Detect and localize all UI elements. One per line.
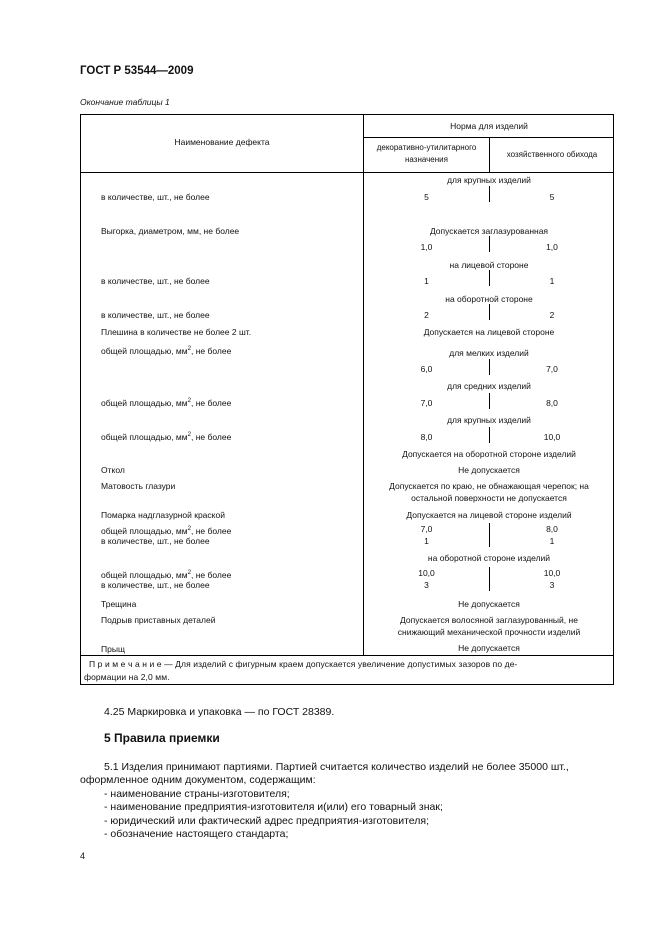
sub-header: на лицевой стороне: [449, 260, 529, 270]
list-item: - юридический или фактический адрес предприятия-изготовителя;: [104, 815, 430, 827]
value-a: 1: [424, 276, 429, 286]
row-label: в количестве, шт., не более: [101, 276, 210, 286]
row-label: общей площадью, $мм^2$, не более: [101, 569, 232, 580]
row-label: Прыщ: [101, 644, 125, 654]
page-number: 4: [80, 851, 86, 861]
table-caption: Окончание таблицы 1: [80, 97, 170, 107]
list-item: - наименование предприятия-изготовителя и(или) его товарный знак;: [104, 801, 443, 813]
paragraph-4-25: 4.25 Маркировка и упаковка — по ГОСТ 28389.: [104, 706, 335, 718]
row-note: Допускается на лицевой стороне: [423, 327, 555, 337]
sub-header: для крупных изделий: [447, 415, 531, 425]
section-heading: 5 Правила приемки: [104, 731, 220, 745]
value-a: 3: [424, 580, 429, 590]
row-label: общей площадью, $мм^2$, не более: [101, 525, 232, 536]
value-b: 2: [549, 310, 555, 320]
row-label: в количестве, шт., не более: [101, 310, 210, 320]
row-label: общей площадью, $мм^2$, не более: [101, 431, 232, 442]
row-label: в количестве, шт., не более: [101, 536, 210, 546]
note-line: [81, 655, 614, 656]
row-value: Допускается волосяной заглазурованный, не: [400, 615, 578, 625]
value-b: 1,0: [546, 242, 558, 252]
row-value-2: остальной поверхности не допускается: [411, 493, 567, 503]
row-label: Откол: [101, 465, 125, 475]
row-label: Подрыв приставных деталей: [101, 615, 216, 625]
sub-header: для крупных изделий: [447, 175, 531, 185]
value-a: 7,0: [420, 524, 433, 534]
row-label: Матовость глазури: [101, 481, 176, 491]
header-norm: Норма для изделий: [450, 121, 528, 131]
table-note-2: формации на 2,0 мм.: [84, 672, 170, 682]
value-b: 10,0: [543, 568, 561, 578]
row-label: в количестве, шт., не более: [101, 192, 210, 202]
value-b: 8,0: [546, 524, 558, 534]
row-label: в количестве, шт., не более: [101, 580, 210, 590]
value-a: 8,0: [420, 432, 433, 442]
row-label: Выгорка, диаметром, мм, не более: [101, 226, 240, 236]
row-label: Плешина в количестве не более 2 шт.: [101, 327, 252, 337]
sub-header: для средних изделий: [447, 381, 531, 391]
header-decorative-2: назначения: [405, 155, 448, 164]
header-bottom-line: [81, 172, 614, 173]
row-label: Помарка надглазурной краской: [101, 510, 225, 520]
value-b: 7,0: [546, 364, 558, 374]
sub-header: для мелких изделий: [449, 348, 529, 358]
row-value: Не допускается: [458, 465, 520, 475]
value-a: 1,0: [420, 242, 433, 252]
value-a: 7,0: [420, 398, 433, 408]
row-value: Не допускается: [458, 643, 520, 653]
value-b: 10,0: [543, 432, 561, 442]
sub-header: на оборотной стороне: [445, 294, 533, 304]
header-decorative: декоративно-утилитарного: [376, 143, 477, 152]
row-value: Не допускается: [458, 599, 520, 609]
document-code: ГОСТ Р 53544—2009: [80, 65, 194, 77]
paragraph-5-1: 5.1 Изделия принимают партиями. Партией считается количество изделий не более 35000 шт.,: [104, 761, 569, 773]
header-defect-name: Наименование дефекта: [174, 137, 270, 147]
defects-table: [80, 114, 614, 685]
value-a: 6,0: [420, 364, 433, 374]
value-a: 1: [424, 536, 429, 546]
list-item: - наименование страны-изготовителя;: [104, 788, 290, 800]
value-b: 1: [549, 536, 555, 546]
value-b: 5: [549, 192, 555, 202]
table-note: П р и м е ч а н и е — Для изделий с фигурным краем допускается увеличение допустимых зазоров по де-: [89, 659, 518, 669]
header-household: хозяйственного обихода: [506, 150, 598, 159]
row-label: общей площадью, $мм^2$, не более: [101, 397, 232, 408]
value-a: 10,0: [418, 568, 435, 578]
row-note: Допускается на оборотной стороне изделий: [402, 449, 576, 459]
paragraph-5-1-cont: оформленное одним документом, содержащим:: [80, 774, 316, 786]
value-a: 2: [424, 310, 429, 320]
value-b: 1: [549, 276, 555, 286]
value-b: 3: [549, 580, 555, 590]
row-label: общей площадью, $мм^2$, не более: [101, 345, 232, 356]
row-note: Допускается заглазурованная: [429, 226, 549, 236]
value-a: 5: [424, 192, 429, 202]
sub-header: на оборотной стороне изделий: [427, 553, 551, 563]
row-value: Допускается по краю, не обнажающая черепок; на: [389, 481, 589, 491]
row-value-2: снижающий механической прочности изделий: [397, 627, 581, 637]
row-note: Допускается на лицевой стороне изделий: [406, 510, 572, 520]
row-label: Трещина: [101, 599, 137, 609]
value-b: 8,0: [546, 398, 558, 408]
list-item: - обозначение настоящего стандарта;: [104, 828, 289, 840]
